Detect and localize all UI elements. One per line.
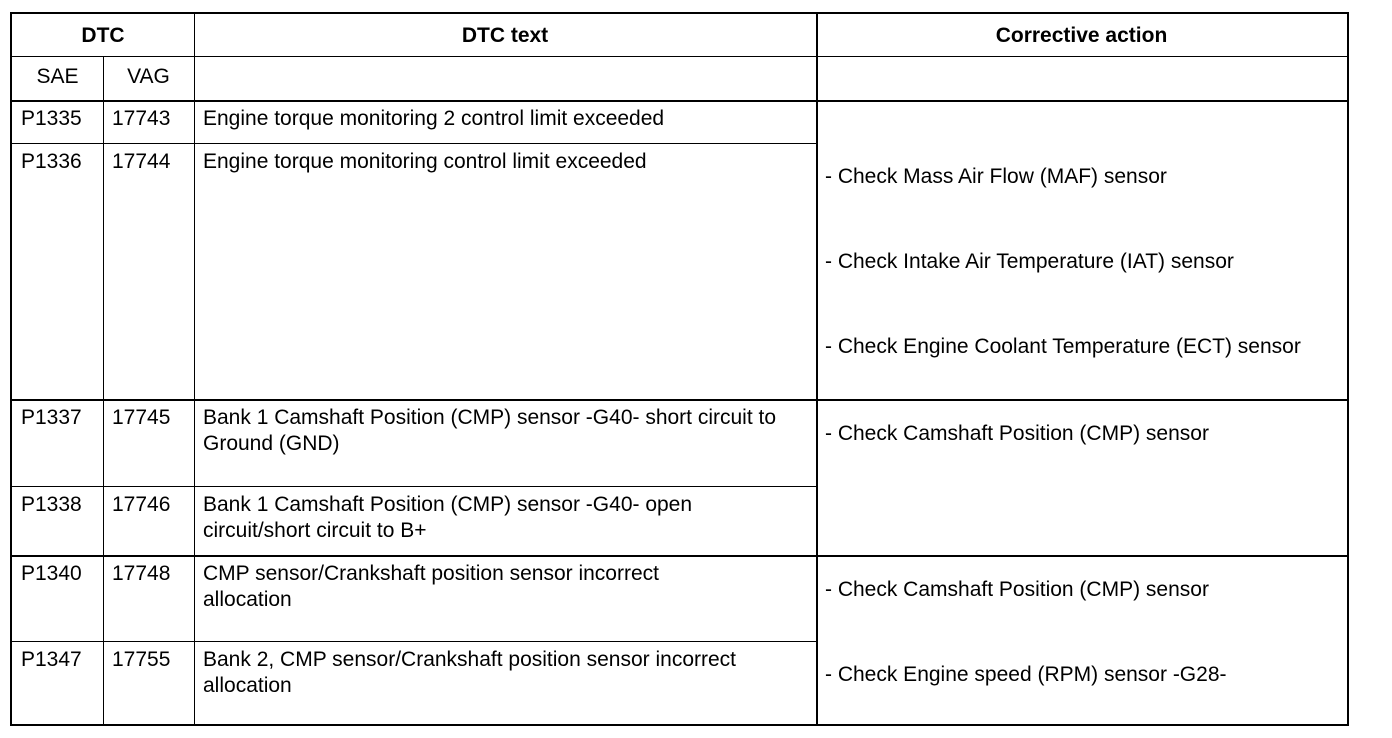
row-6-sae: P1347	[21, 648, 82, 671]
header-sae: SAE	[36, 65, 79, 88]
row-5-text: CMP sensor/Crankshaft position sensor incorrect allocation	[203, 562, 659, 611]
action-check-iat: - Check Intake Air Temperature (IAT) sensor	[825, 250, 1234, 273]
row-4-sae: P1338	[21, 493, 82, 516]
row-6-text: Bank 2, CMP sensor/Crankshaft position sensor incorrect allocation	[203, 648, 737, 697]
header-divider	[12, 56, 1347, 57]
row-3-sae: P1337	[21, 406, 82, 429]
row-2-sae: P1336	[21, 150, 82, 173]
row-2-text: Engine torque monitoring control limit exceeded	[203, 150, 647, 173]
row-1-vag: 17743	[112, 107, 171, 130]
row-5-vag: 17748	[112, 562, 171, 585]
row-4-text: Bank 1 Camshaft Position (CMP) sensor -G40- open circuit/short circuit to B+	[203, 493, 693, 542]
row-3-text: Bank 1 Camshaft Position (CMP) sensor -G40- short circuit to Ground (GND)	[203, 406, 777, 455]
row-1-sae: P1335	[21, 107, 82, 130]
action-group-3	[816, 555, 1347, 726]
action-check-ect: - Check Engine Coolant Temperature (ECT) sensor	[825, 335, 1301, 358]
action-group-2	[816, 399, 1347, 555]
row-4-vag: 17746	[112, 493, 171, 516]
row-1-text: Engine torque monitoring 2 control limit exceeded	[203, 107, 665, 130]
action-group-1	[816, 100, 1347, 399]
action-check-rpm: - Check Engine speed (RPM) sensor -G28-	[825, 663, 1227, 686]
action-check-maf: - Check Mass Air Flow (MAF) sensor	[825, 165, 1167, 188]
header-corrective-action: Corrective action	[995, 24, 1168, 47]
dtc-table	[10, 12, 1349, 726]
header-dtc: DTC	[81, 24, 125, 47]
action-check-cmp: - Check Camshaft Position (CMP) sensor	[825, 422, 1209, 445]
row-2-vag: 17744	[112, 150, 171, 173]
row-3-vag: 17745	[112, 406, 171, 429]
row-6-vag: 17755	[112, 648, 171, 671]
header-dtc-text: DTC text	[461, 24, 549, 47]
header-vag: VAG	[127, 65, 170, 88]
action-check-cmp-2: - Check Camshaft Position (CMP) sensor	[825, 578, 1209, 601]
row-5-sae: P1340	[21, 562, 82, 585]
